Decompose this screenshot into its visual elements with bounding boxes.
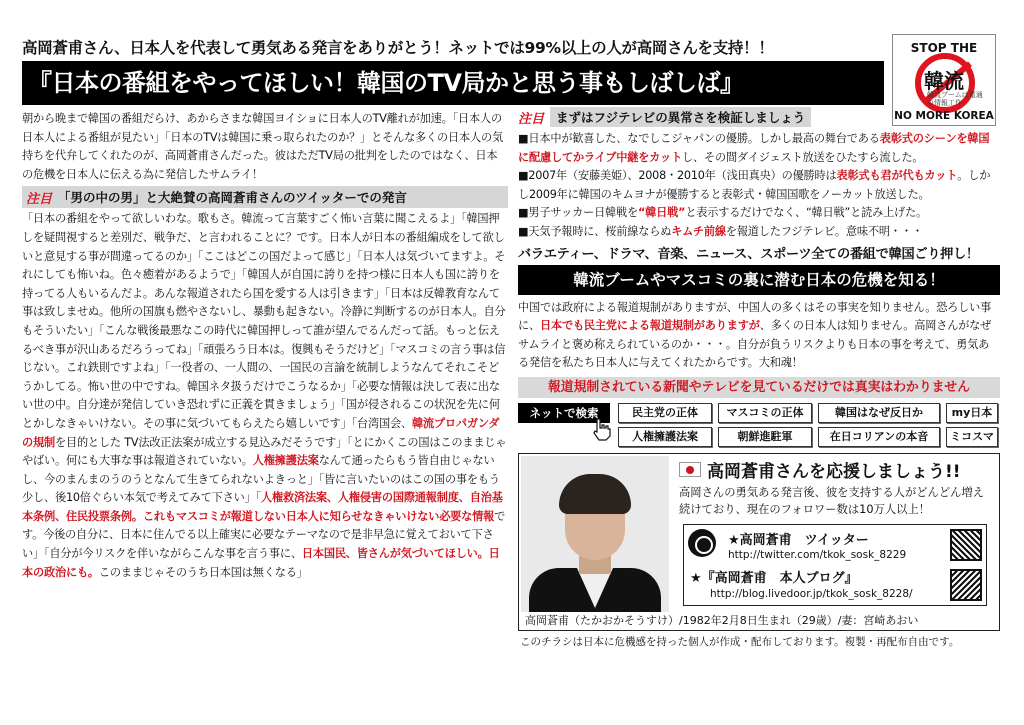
keyword-box: 民主党の正体 — [618, 403, 712, 423]
body-text: 中国では政府による報道規制がありますが、中国人の多くはその事実を知りません。恐ろしい事に、 — [518, 300, 992, 333]
badge-small-text: 韓流ブームは電通の情報工作 — [927, 91, 983, 107]
body-text: を報道したフジテレビ。意味不明・・・ — [725, 224, 923, 238]
warning-banner: 報道規制されている新聞やテレビを見ているだけでは真実はわかりません — [518, 377, 1000, 398]
body-text: ■2007年（安藤美姫）、2008・2010年（浅田真央）の優勝時は — [518, 169, 837, 183]
profile-card — [518, 453, 1000, 631]
body-text: ■男子サッカー日韓戦を — [518, 206, 639, 220]
fuji-section-header — [518, 106, 1000, 128]
crisis-body — [518, 299, 1000, 373]
portrait-photo — [521, 456, 669, 612]
fuji-item-4 — [518, 223, 1000, 242]
highlight-text: 表彰式も君が代もカット — [836, 169, 958, 183]
attention-tag: 注目 — [518, 111, 545, 127]
links-box — [683, 524, 987, 606]
twitter-quotes — [22, 210, 508, 582]
highlight-text: “韓日戦” — [638, 206, 686, 220]
body-text: 、多くの日本人は知りません。高岡さんがなぜサムライと褒め称えられているのか・・・。自分が負うリスクよりも日本の事を考えて、勇気ある発信を私たち日本人に与えてくれたからです。大和魂！ — [518, 319, 992, 370]
body-text: し、その間ダイジェスト放送をひたすら流した。 — [682, 150, 924, 164]
blog-url[interactable]: http://blog.livedoor.jp/tkok_sosk_8228/ — [710, 587, 913, 600]
japan-flag-icon — [679, 462, 701, 477]
search-label: ネットで検索 — [518, 403, 610, 423]
badge-kanji: 韓流 — [924, 69, 964, 93]
right-column — [518, 106, 1000, 649]
variety-line: バラエティー、ドラマ、音楽、ニュース、スポーツ全ての番組で韓国ごり押し！ — [518, 246, 979, 262]
top-message: 高岡蒼甫さん、日本人を代表して勇気ある発言をありがとう！ネットでは99%以上の人が高岡さんを支持！！ — [22, 39, 774, 57]
footer-note: このチラシは日本に危機感を持った個人が作成・配布しております。複製・再配布自由です。 — [520, 635, 960, 648]
twitter-qr-icon — [950, 529, 982, 561]
body-text: を目的とした TV法改正法案が成立する見込みだそうです」「とにかくこの国はこのままじゃやばい。何にも大事な事は報道されていない。 — [22, 435, 507, 468]
left-column — [22, 110, 508, 582]
main-headline: 『日本の番組をやってほしい！韓国のTV局かと思う事もしばしば』 — [22, 61, 884, 105]
highlight-text: 人権擁護法案 — [252, 454, 319, 468]
twitter-section-title: 「男の中の男」と大絶賛の高岡蒼甫さんのツイッターでの発言 — [58, 190, 407, 206]
body-text: 「日本の番組をやって欲しいわな。歌もさ。韓流って言葉すごく怖い言葉に聞こえるよ」「韓国押しを疑問視すると差別だ、戦争だ、と言われることに？です。日本人が日本の番組編成をして欲しいと意見する事が間違ってるのか」「ここはどこの国だよって感じ」「日本人は気づいてますよ。それにしても怖いね。色々癒着があるようで」「韓国人が自国に誇りを持つ様に日本人も国に誇りを持ってる人もいるんだよ。あんな報道されたら国を愛する人は引きます」「日本は反韓教育なんて事は致しませぬ。他所の国旗も燃やさないし、暴動も起きない。冷静に判断するのが日本人。自分もそういたい」「こんな戦後最悪なこの時代に韓国押しって誰が望んでるんだって話。もっと伝えるべき事が沢山あるだろうってね」「頑張ろう日本は。復興もそうだけど」「マスコミの言う事は信じない。これ鉄則ですよね」「一役者の、一人間の、一国民の言論を統制しようなんてそれこそどうかしてる。怖い世の中ですね。韓国ネタ扱うだけでこうなるか」「必要な情報は決して表に出ない世の中。自分達が発信していき恐れずに正義を貫きましょう」「国が侵されるこの状況を先に何とかしなきゃいけない。その事に気づいてもらえたら嬉しいです」「台湾国会、 — [22, 212, 506, 430]
body-text: ■日本中が歓喜した、なでしこジャパンの優勝。しかし最高の舞台である — [518, 132, 880, 145]
fuji-item-2 — [518, 167, 1000, 204]
keyword-box: 在日コリアンの本音 — [818, 427, 940, 447]
body-text: です。今後の自分に、日本に住んでる以上確実に必要なテーマなので是非早急に覚えておいて下さい」「自分が今リスクを伴いながらこんな事を言う事に、 — [22, 509, 506, 561]
body-text: なんて通ったらもう皆自由じゃないし、今のまんまのうのうとなんて生きてられないよきっと」「皆に言いたいのはこの国の事をもう少し、後10倍ぐらい本気で考えてみて下さい」「 — [22, 454, 500, 505]
keyword-box: my日本 — [946, 403, 998, 423]
twitter-url[interactable]: http://twitter.com/tkok_sosk_8229 — [728, 548, 907, 561]
badge-line2: NO MORE KOREA — [894, 110, 994, 122]
crisis-banner: 韓流ブームやマスコミの裏に潜む日本の危機を知る！ — [518, 265, 1000, 295]
attention-tag: 注目 — [26, 191, 53, 207]
family-crest-icon — [688, 529, 716, 557]
fuji-item-3 — [518, 204, 1000, 223]
highlight-text: 人権救済法案、人権侵害の国際通報制度、自治基本条例、住民投票条例。これもマスコミが報道しない日本人に知らせなきゃいけない必要な情報 — [22, 491, 503, 523]
search-keywords — [518, 403, 1000, 449]
blog-label: ★『高岡蒼甫 本人ブログ』 — [690, 570, 858, 586]
keyword-box: ミコスマ — [946, 427, 998, 447]
keyword-box: 人権擁護法案 — [618, 427, 712, 447]
highlight-text: 日本でも民主党による報道規制がありますが — [539, 319, 760, 333]
body-text: と表示するだけでなく、“韓日戦”と読み上げた。 — [685, 206, 928, 220]
badge-line1: STOP THE — [910, 41, 978, 55]
intro-paragraph: 朝から晩まで韓国の番組だらけ、あからさまな韓国ヨイショに日本人のTV離れが加速。「日本人の日本人による番組が見たい」「日本のTVは韓国に乗っ取られたのか？」とそんな多くの日本人の気持ちを代弁してくれたのが、高岡蒼甫さんだった。彼はただTV局の批判をしたのではなく、日本の危機を日本人に伝える為に発信したサムライ！ — [22, 112, 503, 181]
highlight-text: 日本国民、皆さんが気づいてほしい。日本の政治にも。 — [22, 547, 500, 579]
highlight-text: 表彰式のシーンを韓国に配慮してかライブ中継をカット — [518, 132, 990, 164]
keyword-box: 韓国はなぜ反日か — [818, 403, 940, 423]
highlight-text: キムチ前線 — [671, 224, 726, 238]
body-text: このままじゃそのうち日本国は無くなる」 — [98, 565, 308, 579]
support-title: 高岡蒼甫さんを応援しましょう!! — [707, 461, 961, 482]
twitter-section-header — [22, 186, 508, 208]
body-text: ■天気予報時に、桜前線ならぬ — [518, 224, 672, 238]
keyword-box: 朝鮮進駐軍 — [718, 427, 812, 447]
twitter-label: ★高岡蒼甫 ツイッター — [728, 532, 869, 548]
support-text: 高岡さんの勇気ある発言後、彼を支持する人がどんどん増え続けており、現在のフォロワー数は10万人以上！ — [679, 485, 985, 516]
highlight-text: 韓流プロパガンダの規制 — [22, 416, 500, 449]
keyword-box: マスコミの正体 — [718, 403, 812, 423]
fuji-section-title: まずはフジテレビの異常さを検証しましょう — [550, 107, 811, 127]
blog-qr-icon — [950, 569, 982, 601]
fuji-item-1 — [518, 130, 1000, 167]
hand-cursor-icon — [590, 417, 612, 441]
profile-name-line: 高岡蒼甫（たかおかそうすけ）/1982年2月8日生まれ（29歳）/妻：宮崎あおい — [525, 613, 919, 627]
body-text: 。しかし2009年に韓国のキムヨナが優勝すると表彰式・韓国国歌をノーカット放送した。 — [518, 169, 991, 201]
